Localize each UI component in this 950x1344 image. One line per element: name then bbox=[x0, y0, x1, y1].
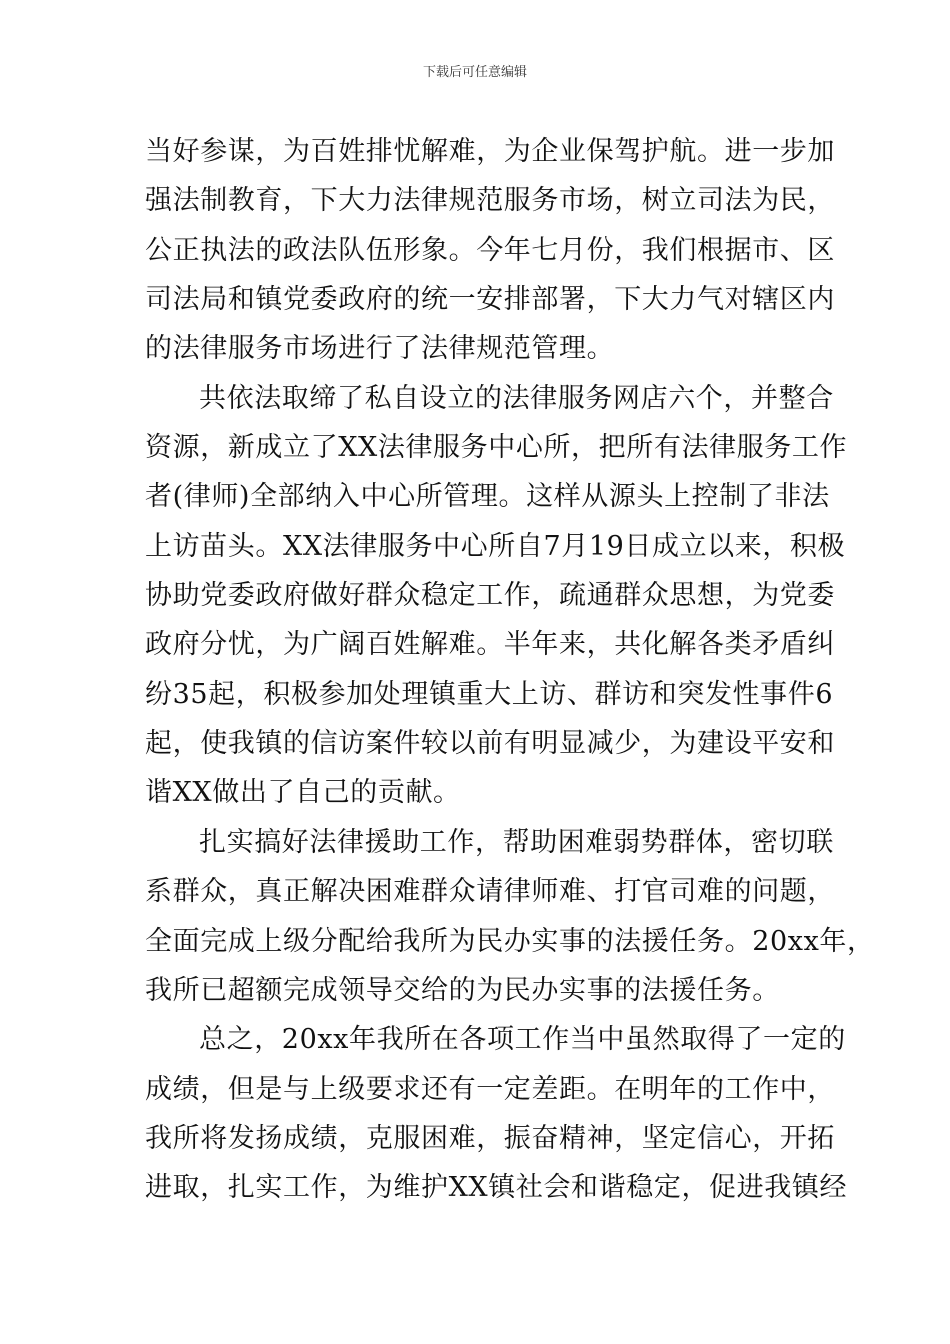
body-line: 纷35起，积极参加处理镇重大上访、群访和突发性事件6 bbox=[145, 678, 834, 710]
document-body bbox=[145, 127, 875, 1213]
body-line: 公正执法的政法队伍形象。今年七月份，我们根据市、区 bbox=[145, 234, 835, 266]
body-line: 上访苗头。XX法律服务中心所自7月19日成立以来，积极 bbox=[145, 530, 846, 562]
body-line: 司法局和镇党委政府的统一安排部署，下大力气对辖区内 bbox=[145, 284, 835, 316]
paragraph-first-line: 共依法取缔了私自设立的法律服务网店六个，并整合 bbox=[199, 382, 834, 414]
body-line: 谐XX做出了自己的贡献。 bbox=[145, 777, 461, 809]
body-line: 全面完成上级分配给我所为民办实事的法援任务。20xx年， bbox=[145, 925, 875, 957]
body-line: 资源，新成立了XX法律服务中心所，把所有法律服务工作 bbox=[145, 432, 848, 464]
body-line: 系群众，真正解决困难群众请律师难、打官司难的问题， bbox=[145, 876, 835, 908]
body-line: 进取，扎实工作，为维护XX镇社会和谐稳定，促进我镇经 bbox=[145, 1172, 848, 1204]
body-line: 起，使我镇的信访案件较以前有明显减少，为建设平安和 bbox=[145, 728, 835, 760]
body-line: 的法律服务市场进行了法律规范管理。 bbox=[145, 333, 615, 365]
body-line: 协助党委政府做好群众稳定工作，疏通群众思想，为党委 bbox=[145, 580, 835, 612]
body-line: 政府分忧，为广阔百姓解难。半年来，共化解各类矛盾纠 bbox=[145, 629, 835, 661]
body-line: 成绩，但是与上级要求还有一定差距。在明年的工作中， bbox=[145, 1073, 835, 1105]
body-line: 我所将发扬成绩，克服困难，振奋精神，坚定信心，开拓 bbox=[145, 1122, 835, 1154]
body-line: 当好参谋，为百姓排忧解难，为企业保驾护航。进一步加 bbox=[145, 136, 835, 167]
body-line: 我所已超额完成领导交给的为民办实事的法援任务。 bbox=[145, 974, 780, 1006]
body-line: 强法制教育，下大力法律规范服务市场，树立司法为民， bbox=[145, 185, 835, 217]
paragraph-first-line: 总之，20xx年我所在各项工作当中虽然取得了一定的 bbox=[199, 1024, 846, 1056]
page-header: 下载后可任意编辑 bbox=[422, 65, 527, 80]
paragraph-first-line: 扎实搞好法律援助工作，帮助困难弱势群体，密切联 bbox=[199, 826, 834, 858]
body-line: 者(律师)全部纳入中心所管理。这样从源头上控制了非法 bbox=[145, 481, 830, 513]
